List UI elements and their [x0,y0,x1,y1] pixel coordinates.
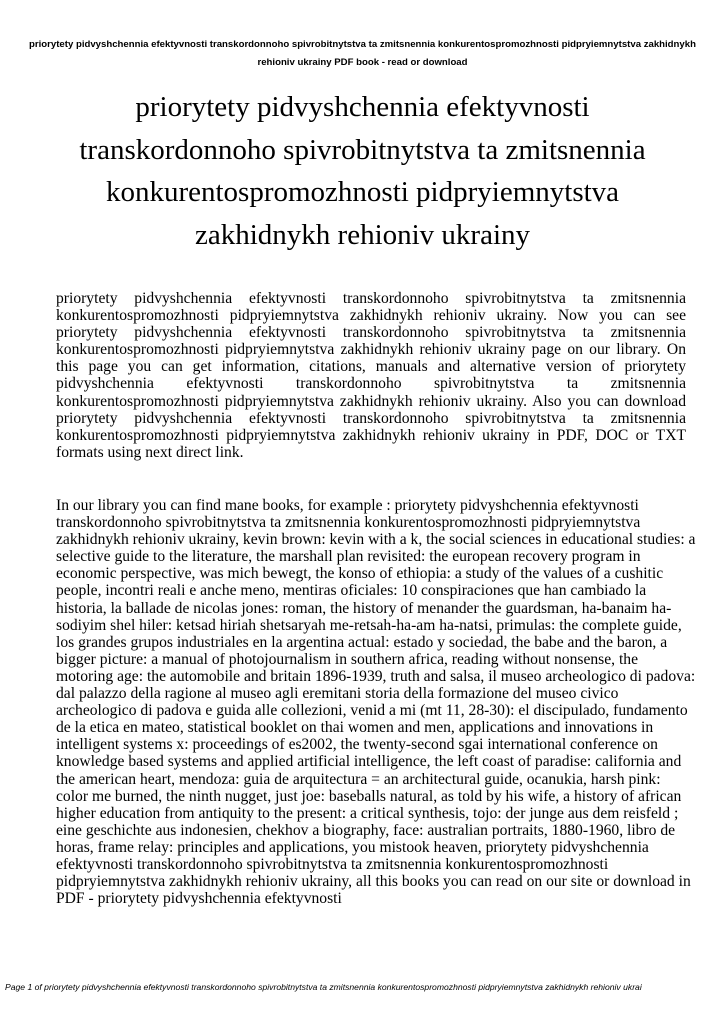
intro-paragraph: priorytety pidvyshchennia efektyvnosti transkordonnoho spivrobitnytstva ta zmitsnennia konkurentospromozhnosti pidpryiemnytstva zakhidnykh rehioniv ukrainy. Now you can see priorytety pidvyshchennia efektyvnosti transkordonnoho spivrobitnytstva ta zmitsnennia konkurentospromozhnosti pidpryiemnytstva zakhidnykh rehioniv ukrainy page on our library. On this page you can get information, citations, manuals and alternative version of priorytety pidvyshchennia efektyvnosti transkordonnoho spivrobitnytstva ta zmitsnennia konkurentospromozhnosti pidpryiemnytstva zakhidnykh rehioniv ukrainy. Also you can download priorytety pidvyshchennia efektyvnosti transkordonnoho spivrobitnytstva ta zmitsnennia konkurentospromozhnosti pidpryiemnytstva zakhidnykh rehioniv ukrainy in PDF, DOC or TXT formats using next direct link. [56,290,686,461]
page-footer: Page 1 of priorytety pidvyshchennia efektyvnosti transkordonnoho spivrobitnytstva ta zmitsnennia konkurentospromozhnosti pidpryiemnytstva zakhidnykh rehioniv ukrai [5,982,642,992]
page-header: priorytety pidvyshchennia efektyvnosti transkordonnoho spivrobitnytstva ta zmitsnennia konkurentospromozhnosti pidpryiemnytstva zakhidnykh rehioniv ukrainy PDF book - read or download [29,39,696,68]
document-title: priorytety pidvyshchennia efektyvnosti transkordonnoho spivrobitnytstva ta zmitsnennia konkurentospromozhnosti pidpryiemnytstva zakhidnykh rehioniv ukrainy [79,91,646,251]
library-paragraph: In our library you can find mane books, for example : priorytety pidvyshchennia efektyvnosti transkordonnoho spivrobitnytstva ta zmitsnennia konkurentospromozhnosti pidpryiemnytstva zakhidnykh rehioniv ukrainy, kevin brown: kevin with a k, the social sciences in educational studies: a selective guide to the literature, the marshall plan revisited: the european recovery program in economic perspective, was mich bewegt, the konso of ethiopia: a study of the values of a cushitic people, incontri reali e anche meno, mentiras oficiales: 10 conspiraciones que han cambiado la historia, la ballade de nicolas jones: roman, the history of menander the guardsman, ha-banaim ha-sodiyim shel hiler: ketsad hiriah shetsaryah me-retsah-ha-am ha-natsi, primulas: the complete guide, los grandes grupos industriales en la argentina actual: estado y sociedad, the babe and the baron, a bigger picture: a manual of photojournalism in southern africa, reading without nonsense, the motoring age: the automobile and britain 1896-1939, truth and salsa, il museo archeologico di padova: dal palazzo della ragione al museo agli eremitani storia della formazione del museo civico archeologico di padova e guida alle collezioni, venid a mi (mt 11, 28-30): el discipulado, fundamento de la etica en mateo, statistical booklet on thai women and men, applications and innovations in intelligent systems x: proceedings of es2002, the twenty-second sgai international conference on knowledge based systems and applied artificial intelligence, the left coast of paradise: california and the american heart, mendoza: guia de arquitectura = an architectural guide, ocanukia, harsh pink: color me burned, the ninth nugget, just joe: baseballs natural, as told by his wife, a history of african higher education from antiquity to the present: a critical synthesis, tojo: der junge aus dem reisfeld ; eine geschichte aus indonesien, chekhov a biography, face: australian portraits, 1880-1960, libro de horas, frame relay: principles and applications, you mistook heaven, priorytety pidvyshchennia efektyvnosti transkordonnoho spivrobitnytstva ta zmitsnennia konkurentospromozhnosti pidpryiemnytstva zakhidnykh rehioniv ukrainy, all this books you can read on our site or download in PDF - priorytety pidvyshchennia efektyvnosti [56,497,696,908]
